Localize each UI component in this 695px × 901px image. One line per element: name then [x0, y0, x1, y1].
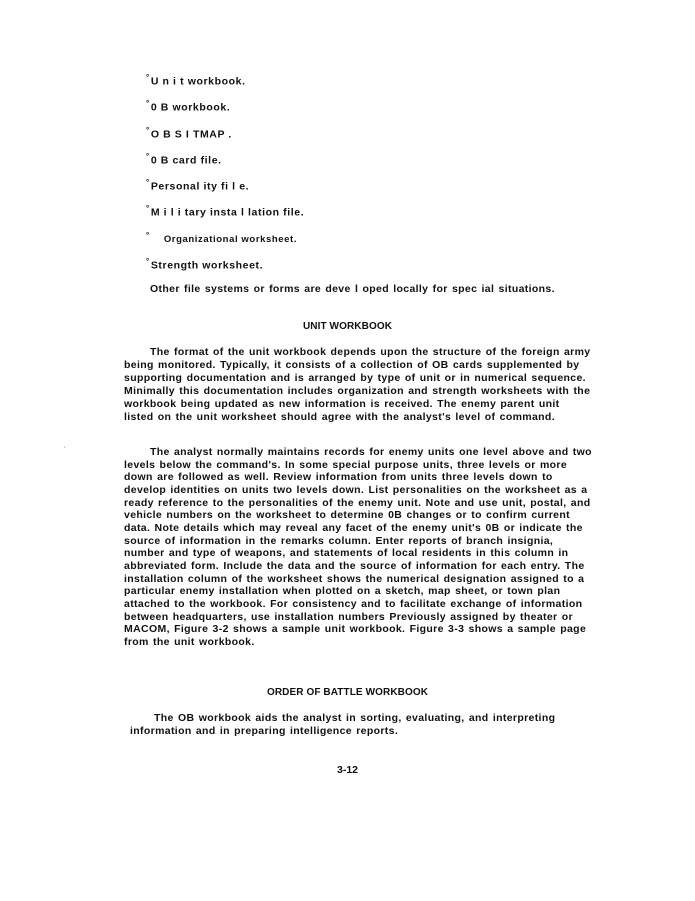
bullet-marker: °	[146, 152, 150, 161]
bullet-item-organizational-worksheet	[146, 231, 297, 245]
bullet-text: 0 B card file.	[150, 154, 222, 167]
bullet-marker: °	[146, 178, 150, 187]
bullet-text: M i l i tary insta l lation file.	[150, 206, 305, 219]
bullet-text: Organizational worksheet.	[163, 234, 298, 246]
bullet-marker: °	[146, 231, 150, 240]
bullet-marker: °	[146, 257, 150, 266]
intro-paragraph: Other file systems or forms are deve l oped locally for spec ial situations.	[150, 283, 555, 295]
bullet-text: U n i t workbook.	[150, 75, 246, 88]
bullet-item-military-installation-file	[146, 204, 304, 219]
section-heading-order-of-battle-workbook: ORDER OF BATTLE WORKBOOK	[266, 687, 429, 698]
unit-workbook-paragraph-2: The analyst normally maintains records for enemy units one level above and two levels below the command's. In some special purpose units, three levels or more down are followed as well. Review information from units three levels down to develop identities on units two levels down. List personalities on the worksheet as a ready reference to the personalities of the enemy unit. Note and use unit, postal, and vehicle numbers on the worksheet to determine 0B changes or to confirm current data. Note details which may reveal any facet of the enemy unit's 0B or indicate the source of information in the remarks column. Enter reports of branch insignia, number and type of weapons, and statements of local residents in this column in abbreviated form. Include the data and the source of information for each entry. The installation column of the worksheet shows the numerical designation assigned to a particular enemy installation when plotted on a sketch, map sheet, or town plan attached to the workbook. For consistency and to facilitate exchange of information between headquarters, use installation numbers Previously assigned by theater or MACOM, Figure 3-2 shows a sample unit workbook. Figure 3-3 shows a sample page from the unit workbook.	[124, 446, 592, 648]
bullet-text: Personal ity fi l e.	[150, 180, 250, 193]
section-heading-unit-workbook: UNIT WORKBOOK	[302, 321, 393, 332]
ob-workbook-paragraph-1: The OB workbook aids the analyst in sorting, evaluating, and interpreting information and in preparing intelligence reports.	[130, 712, 556, 737]
bullet-item-ob-card-file	[146, 152, 222, 167]
bullet-marker: °	[146, 73, 150, 82]
margin-mark: '	[64, 447, 66, 453]
bullet-text: Strength worksheet.	[150, 259, 264, 272]
bullet-item-strength-worksheet	[146, 257, 263, 272]
bullet-item-unit-workbook	[146, 73, 246, 88]
bullet-marker: °	[146, 126, 150, 135]
bullet-text: O B S I TMAP .	[150, 128, 232, 141]
bullet-item-ob-sitmap	[146, 126, 232, 141]
page-number: 3-12	[336, 764, 358, 776]
bullet-marker: °	[146, 204, 150, 213]
bullet-marker: °	[146, 99, 150, 108]
unit-workbook-paragraph-1: The format of the unit workbook depends upon the structure of the foreign army being monitored. Typically, it consists of a collection of OB cards supplemented by supporting documentation and is arranged by type of unit or in numerical sequence. Minimally this documentation includes organization and strength worksheets with the workbook being updated as new information is received. The enemy parent unit listed on the unit worksheet should agree with the analyst's level of command.	[124, 346, 591, 423]
bullet-text: 0 B workbook.	[150, 101, 231, 114]
bullet-item-personality-file	[146, 178, 249, 193]
bullet-item-ob-workbook	[146, 99, 230, 114]
